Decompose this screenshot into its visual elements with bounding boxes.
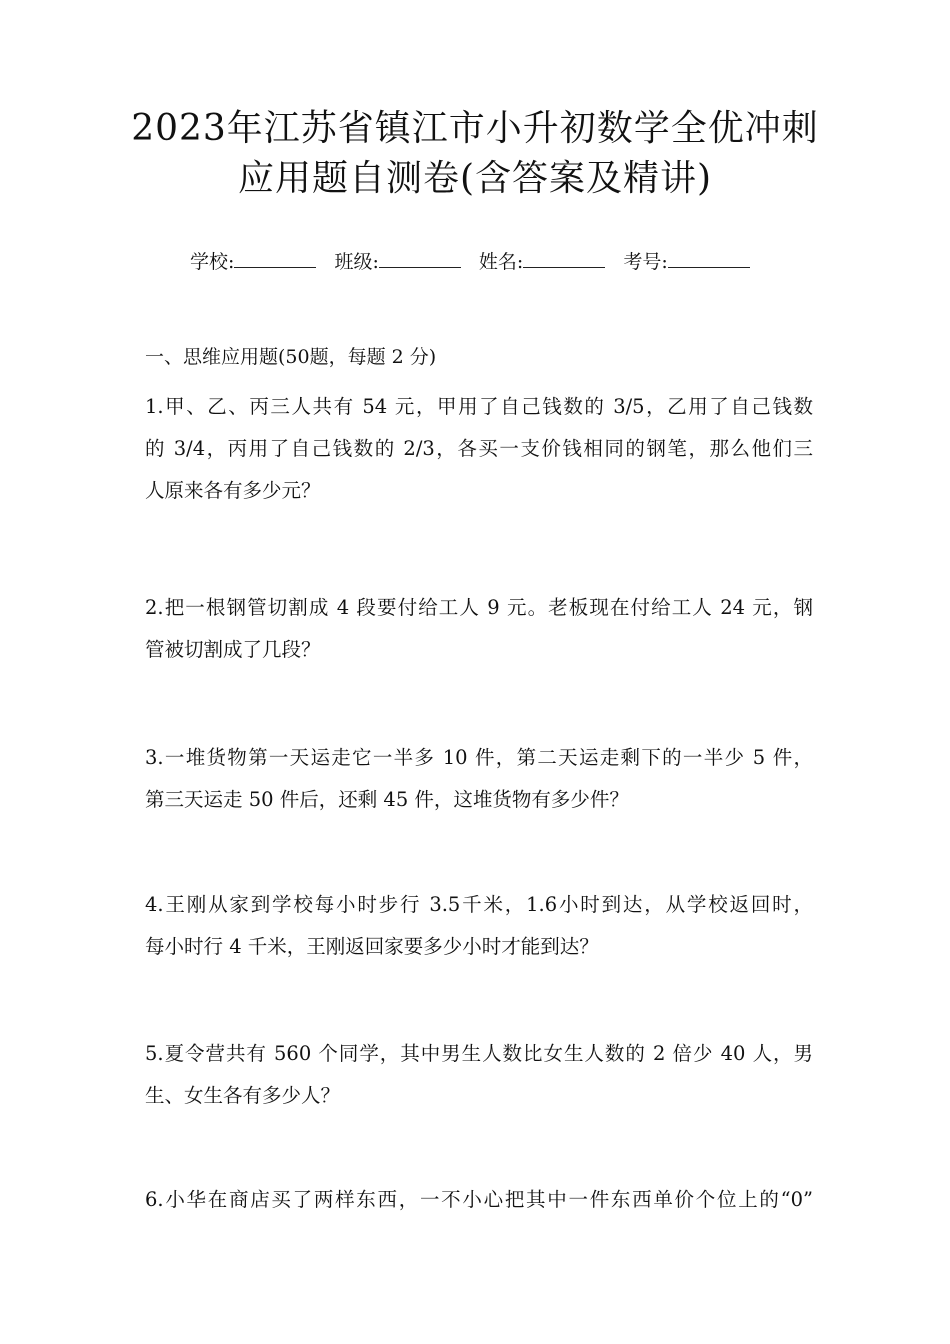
class-field [334,249,460,275]
question-line: 的 3/4，丙用了自己钱数的 2/3，各买一支价钱相同的钢笔，那么他们三 [145,437,813,460]
question-line: 每小时行 4 千米，王刚返回家要多少小时才能到达？ [145,935,599,958]
question-line: 6.小华在商店买了两样东西，一不小心把其中一件东西单价个位上的“0” [145,1188,813,1211]
question-line: 第三天运走 50 件后，还剩 45 件，这堆货物有多少件？ [145,788,629,811]
class-blank [379,249,461,268]
section-heading: 一、思维应用题(50题，每题 2 分) [145,346,437,368]
question-5 [145,1033,813,1117]
question-4 [145,884,813,968]
question-line: 管被切割成了几段？ [145,638,321,661]
school-field [190,249,316,275]
student-info-row [190,249,762,275]
question-2 [145,587,813,671]
name-blank [523,249,605,268]
document-title-line-1: 2023年江苏省镇江市小升初数学全优冲刺 [131,108,819,149]
question-line: 人原来各有多少元？ [145,479,321,502]
question-1 [145,386,813,512]
school-label: 学校: [190,251,235,273]
question-line: 4.王刚从家到学校每小时步行 3.5千米，1.6小时到达，从学校返回时， [145,893,813,916]
exam-number-label: 考号: [623,251,668,273]
school-blank [234,249,316,268]
exam-number-blank [668,249,750,268]
question-3 [145,737,813,821]
name-label: 姓名: [478,251,524,273]
document-title-line-2: 应用题自测卷(含答案及精讲) [237,158,713,199]
exam-number-field [623,249,749,275]
question-line: 生、女生各有多少人？ [145,1084,341,1107]
question-line: 3.一堆货物第一天运走它一半多 10 件，第二天运走剩下的一半少 5 件， [145,746,813,769]
question-line: 2.把一根钢管切割成 4 段要付给工人 9 元。老板现在付给工人 24 元，钢 [145,596,813,619]
question-line: 1.甲、乙、丙三人共有 54 元，甲用了自己钱数的 3/5，乙用了自己钱数 [145,395,813,418]
class-label: 班级: [334,251,379,273]
question-6 [145,1179,813,1221]
question-line: 5.夏令营共有 560 个同学，其中男生人数比女生人数的 2 倍少 40 人，男 [145,1042,813,1065]
name-field [479,249,605,275]
